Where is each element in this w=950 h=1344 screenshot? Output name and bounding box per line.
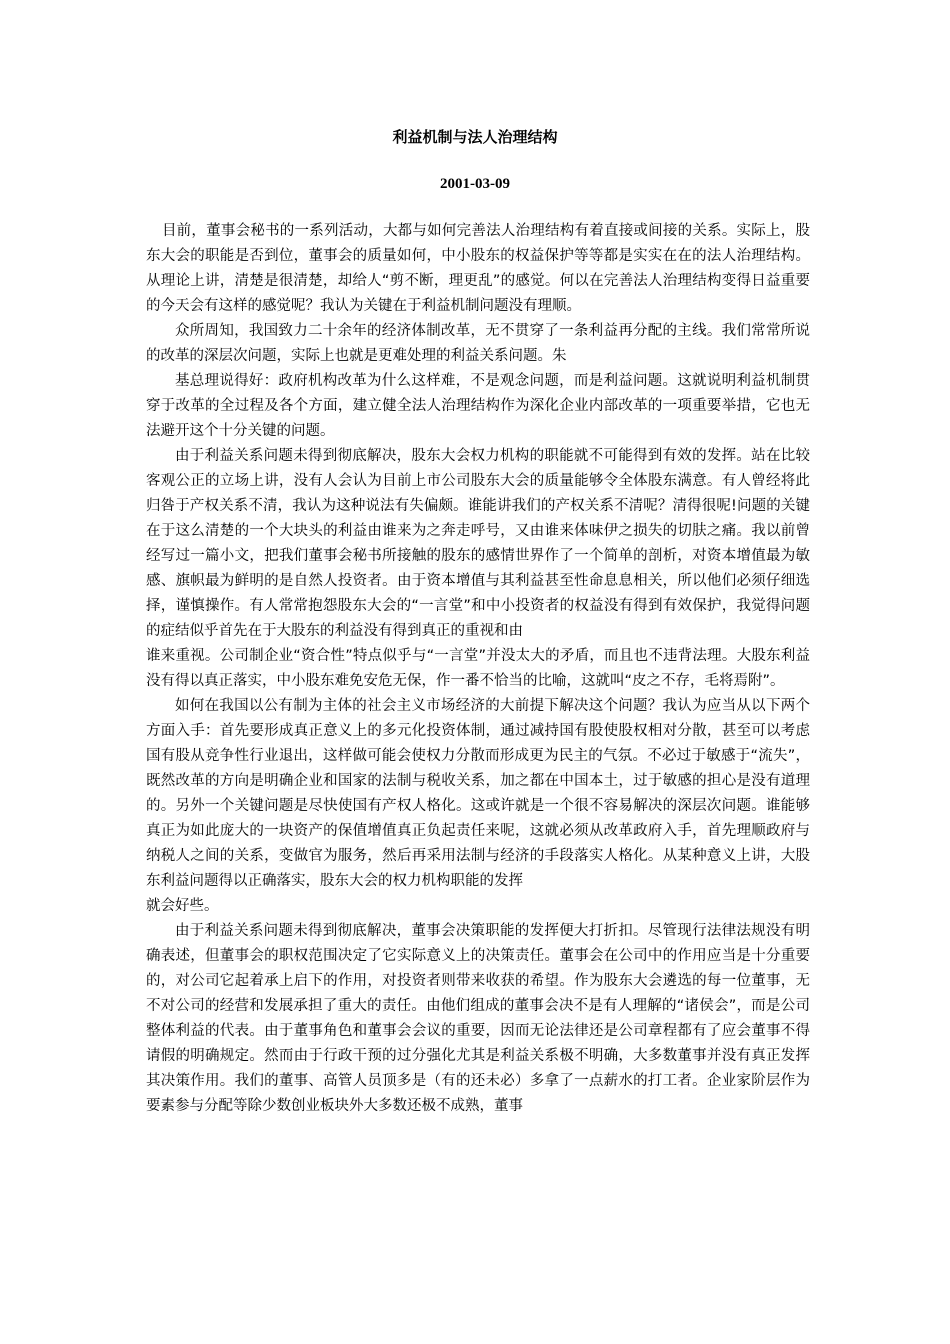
document-title: 利益机制与法人治理结构 xyxy=(392,128,558,146)
paragraph: 由于利益关系问题未得到彻底解决，股东大会权力机构的职能就不可能得到有效的发挥。站在比较客观公正的立场上讲，没有人会认为目前上市公司股东大会的质量能够令全体股东满意。有人曾经将此归咎于产权关系不清，我认为这种说法有失偏颇。谁能讲我们的产权关系不清呢？清得很呢!问题的关键在于这么清楚的一个大块头的利益由谁来为之奔走呼号，又由谁来体味伊之损失的切肤之痛。我以前曾经写过一篇小文，把我们董事会秘书所接触的股东的感情世界作了一个简单的剖析，对资本增值最为敏感、旗帜最为鲜明的是自然人投资者。由于资本增值与其利益甚至性命息息相关，所以他们必须仔细选择，谨慎操作。有人常常抱怨股东大会的“一言堂”和中小投资者的权益没有得到有效保护，我觉得问题的症结似乎首先在于大股东的利益没有得到真正的重视和由 xyxy=(146,448,810,639)
paragraph-continuation: 谁来重视。公司制企业“资合性”特点似乎与“一言堂”并没太大的矛盾，而且也不违背法理。大股东利益没有得以真正落实，中小股东难免安危无保，作一番不恰当的比喻，这就叫“皮之不存，毛将焉附”。 xyxy=(146,648,810,689)
document-date: 2001-03-09 xyxy=(440,176,510,192)
paragraph: 基总理说得好：政府机构改革为什么这样难，不是观念问题，而是利益问题。这就说明利益机制贯穿于改革的全过程及各个方面，建立健全法人治理结构作为深化企业内部改革的一项重要举措，它也无法避开这个十分关键的问题。 xyxy=(146,373,810,439)
paragraph-continuation: 就会好些。 xyxy=(146,898,219,914)
paragraph: 如何在我国以公有制为主体的社会主义市场经济的大前提下解决这个问题？我认为应当从以下两个方面入手：首先要形成真正意义上的多元化投资体制，通过减持国有股使股权相对分散，甚至可以考虑国有股从竞争性行业退出，这样做可能会使权力分散而形成更为民主的气氛。不必过于敏感于“流失”，既然改革的方向是明确企业和国家的法制与税收关系，加之都在中国本土，过于敏感的担心是没有道理的。另外一个关键问题是尽快使国有产权人格化。这或许就是一个很不容易解决的深层次问题。谁能够真正为如此庞大的一块资产的保值增值真正负起责任来呢，这就必须从改革政府入手，首先理顺政府与纳税人之间的关系，变做官为服务，然后再采用法制与经济的手段落实人格化。从某种意义上讲，大股东利益问题得以正确落实，股东大会的权力机构职能的发挥 xyxy=(146,698,810,889)
paragraph: 众所周知，我国致力二十余年的经济体制改革，无不贯穿了一条利益再分配的主线。我们常常所说的改革的深层次问题，实际上也就是更难处理的利益关系问题。朱 xyxy=(146,323,810,364)
paragraph: 由于利益关系问题未得到彻底解决，董事会决策职能的发挥便大打折扣。尽管现行法律法规没有明确表述，但董事会的职权范围决定了它实际意义上的决策责任。董事会在公司中的作用应当是十分重要的，对公司它起着承上启下的作用，对投资者则带来收获的希望。作为股东大会遴选的每一位董事，无不对公司的经营和发展承担了重大的责任。由他们组成的董事会决不是有人理解的“诸侯会”，而是公司整体利益的代表。由于董事角色和董事会会议的重要，因而无论法律还是公司章程都有了应会董事不得请假的明确规定。然而由于行政干预的过分强化尤其是利益关系极不明确，大多数董事并没有真正发挥其决策作用。我们的董事、高管人员顶多是（有的还未必）多拿了一点薪水的打工者。企业家阶层作为要素参与分配等除少数创业板块外大多数还极不成熟，董事 xyxy=(146,923,810,1114)
document-body xyxy=(146,219,810,1119)
paragraph: 目前，董事会秘书的一系列活动，大都与如何完善法人治理结构有着直接或间接的关系。实际上，股东大会的职能是否到位，董事会的质量如何，中小股东的权益保护等等都是实实在在的法人治理结构。从理论上讲，清楚是很清楚，却给人“剪不断，理更乱”的感觉。何以在完善法人治理结构变得日益重要的今天会有这样的感觉呢？我认为关键在于利益机制问题没有理顺。 xyxy=(146,223,810,314)
